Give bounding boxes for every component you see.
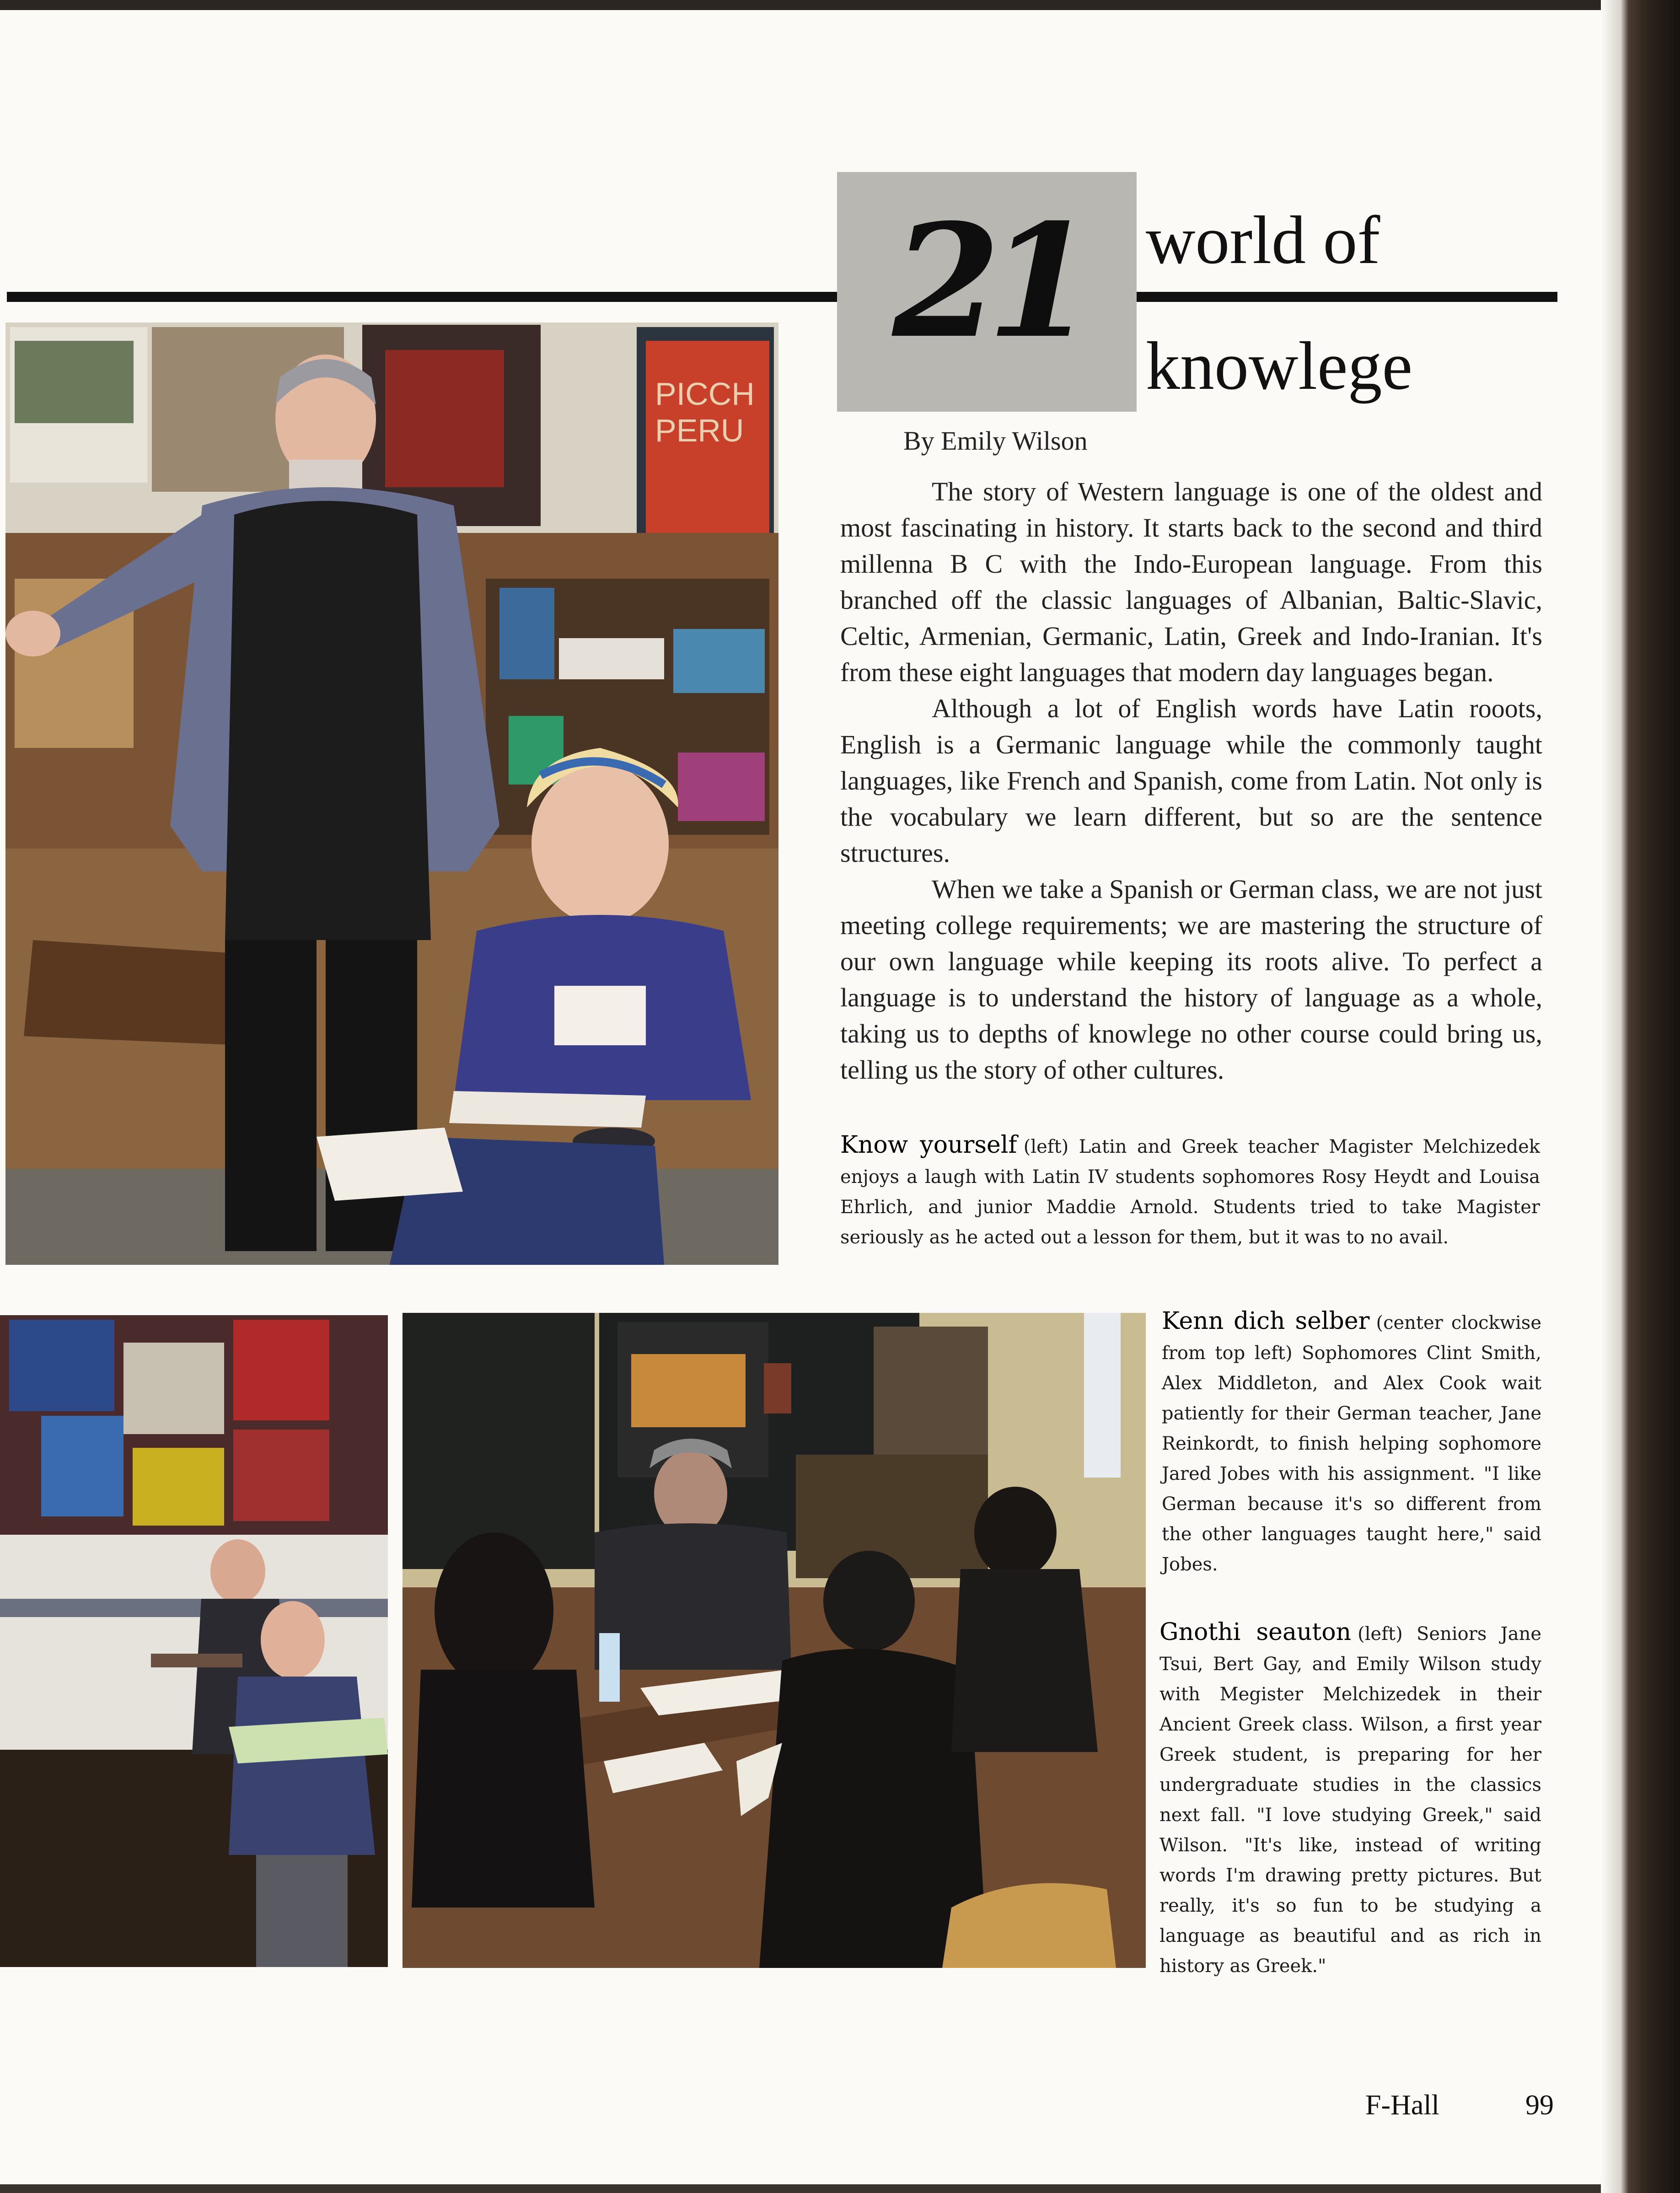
header-rule-right <box>1137 292 1557 302</box>
article-paragraph: When we take a Spanish or German class, we are not just meeting college requirements; we are mastering the structure of our own language while keeping its roots alive. To perfect a language is to understand the history of language as a whole, taking us to depths of knowlege no other course could bring us, telling us the story of other cultures. <box>840 874 1542 1085</box>
article-body <box>840 473 1542 1088</box>
page-top-edge <box>0 0 1621 10</box>
title-numeral-box <box>837 172 1137 412</box>
caption-text: (left) Latin and Greek teacher Magister Melchizedek enjoys a laugh with Latin IV students sophomores Rosy Heydt and Louisa Ehrlich, and junior Maddie Arnold. Students tried to take Magister seriously as he acted out a lesson for them, but it was to no avail. <box>840 1136 1540 1248</box>
caption-kenn-dich-selber <box>1162 1306 1541 1580</box>
caption-text: (left) Seniors Jane Tsui, Bert Gay, and Emily Wilson study with Megister Melchizedek in their Ancient Greek class. Wilson, a first year Greek student, is preparing for her undergraduate studies in the classics next fall. "I love studying Greek," said Wilson. "It's like, instead of writing words I'm drawing pretty pictures. But really, it's so fun to be studying a language as beautiful and as rich in history as Greek." <box>1159 1623 1541 1977</box>
title-line-2: knowlege <box>1146 332 1423 400</box>
article-paragraph: Although a lot of English words have Latin rooots, English is a Germanic language while the commonly taught languages, like French and Spanish, come from Latin. Not only is the vocabulary we learn different, but so are the sentence structures. <box>840 693 1542 868</box>
caption-text: (center clockwise from top left) Sophomores Clint Smith, Alex Middleton, and Alex Cook wait patiently for their German teacher, Jane Reinkordt, to finish helping sophomore Jared Jobes with his assignment. "I like German because it's so different from the other languages taught here," said Jobes. <box>1162 1312 1541 1575</box>
page-bottom-edge <box>0 2184 1621 2193</box>
title-line-1: world of <box>1146 206 1391 274</box>
poster-text-1: PICCH <box>655 376 755 412</box>
caption-lead: Kenn dich selber <box>1162 1307 1370 1335</box>
photo-german-class-students <box>0 1315 388 1967</box>
page-number: 99 <box>1525 2090 1554 2121</box>
article-paragraph: The story of Western language is one of the oldest and most fascinating in history. It starts back to the second and third millenna B C with the Indo-European language. From this branched off the classic languages of Albanian, Baltic-Slavic, Celtic, Armenian, Germanic, Latin, Greek and Indo-Iranian. It's from these eight languages that modern day languages began. <box>840 477 1542 687</box>
caption-lead: Gnothi seauton <box>1159 1618 1352 1646</box>
footer-section-label: F-Hall <box>1365 2090 1439 2121</box>
header-rule-left <box>7 292 837 302</box>
caption-lead: Know yourself <box>840 1131 1017 1159</box>
byline: By Emily Wilson <box>903 426 1088 456</box>
photo-teacher-laughing-student <box>5 322 778 1265</box>
caption-know-yourself <box>840 1130 1540 1252</box>
title-numeral: 21 <box>892 190 1082 373</box>
book-spine-shadow <box>1601 0 1680 2193</box>
poster-text-2: PERU <box>655 413 744 448</box>
caption-gnothi-seauton <box>1159 1617 1541 1981</box>
photo-ancient-greek-class <box>403 1313 1146 1968</box>
